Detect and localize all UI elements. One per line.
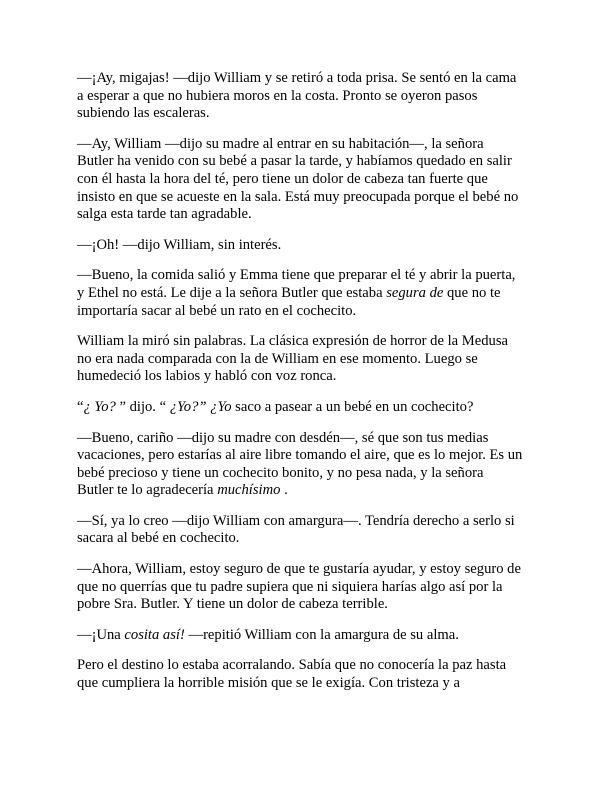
text-line: [77, 333, 537, 351]
text-line: [77, 561, 537, 579]
text-segment: —Sí, ya lo creo —dijo William con amargura—. Tendría derecho a serlo si: [77, 512, 515, 529]
text-segment: salga esta tarde tan agradable.: [77, 206, 252, 223]
text-segment: y Ethel no está. Le dije a la señora Butler que estaba: [77, 284, 387, 301]
text-line: [77, 237, 537, 255]
text-segment: saco a pasear a un bebé en un cochecito?: [231, 398, 474, 415]
text-line: [77, 430, 537, 448]
text-line: [77, 447, 537, 465]
paragraph: [77, 237, 537, 255]
italic-text: cosita así!: [124, 626, 185, 643]
text-segment: que cumpliera la horrible misión que se le exigía. Con tristeza y a: [77, 675, 460, 692]
text-line: [77, 482, 537, 500]
text-line: [77, 399, 537, 417]
text-segment: a esperar a que no hubiera moros en la costa. Pronto se oyeron pasos: [77, 87, 478, 104]
text-segment: Pero el destino lo estaba acorralando. Sabía que no conocería la paz hasta: [77, 657, 507, 674]
document-page: [77, 70, 537, 706]
text-line: [77, 530, 537, 548]
paragraph: [77, 561, 537, 614]
text-line: [77, 627, 537, 645]
text-line: [77, 657, 537, 675]
text-line: [77, 368, 537, 386]
text-segment: —Bueno, cariño —dijo su madre con desdén—, sé que son tus medias: [77, 429, 489, 446]
text-segment: humedeció los labios y habló con voz ronca.: [77, 368, 337, 385]
text-line: [77, 675, 537, 693]
text-line: [77, 189, 537, 207]
text-segment: importaría sacar al bebé un rato en el cochecito.: [77, 302, 357, 319]
text-line: [77, 267, 537, 285]
text-segment: Butler te lo agradecería: [77, 482, 218, 499]
text-segment: sacara al bebé en cochecito.: [77, 530, 240, 547]
italic-text: muchísimo: [217, 482, 281, 499]
text-segment: pobre Sra. Butler. Y tiene un dolor de cabeza terrible.: [77, 596, 388, 613]
text-segment: subiendo las escaleras.: [77, 105, 210, 122]
text-segment: Butler ha venido con su bebé a pasar la tarde, y habíamos quedado en salir: [77, 153, 512, 170]
text-segment: William la miró sin palabras. La clásica expresión de horror de la Medusa: [77, 333, 508, 350]
text-segment: bebé precioso y tiene un cochecito bonito, y no pesa nada, y la señora: [77, 464, 484, 481]
text-line: [77, 171, 537, 189]
text-line: [77, 136, 537, 154]
text-segment: —Ay, William —dijo su madre al entrar en su habitación—, la señora: [77, 135, 484, 152]
paragraph: [77, 513, 537, 548]
text-line: [77, 285, 537, 303]
paragraph: [77, 136, 537, 224]
text-segment: —¡Oh! —dijo William, sin interés.: [77, 236, 282, 253]
text-segment: que no querrías que tu padre supiera que ni siquiera harías algo así por la: [77, 578, 503, 595]
text-line: [77, 206, 537, 224]
text-segment: —Ahora, William, estoy seguro de que te gustaría ayudar, y estoy seguro de: [77, 561, 521, 578]
paragraph: [77, 430, 537, 500]
text-segment: —repitió William con la amargura de su alma.: [184, 626, 459, 643]
text-line: [77, 465, 537, 483]
paragraph: [77, 267, 537, 320]
text-line: [77, 153, 537, 171]
italic-text: segura de: [386, 284, 444, 301]
text-line: [77, 596, 537, 614]
text-line: [77, 513, 537, 531]
text-line: [77, 70, 537, 88]
paragraph: [77, 399, 537, 417]
text-line: [77, 351, 537, 369]
text-segment: insisto en que se acueste en la sala. Está muy preocupada porque el bebé no: [77, 188, 519, 205]
text-segment: no era nada comparada con la de William en ese momento. Luego se: [77, 350, 478, 367]
italic-text: ¿ Yo?: [83, 398, 116, 415]
text-segment: —¡Ay, migajas! —dijo William y se retiró a toda prisa. Se sentó en la cama: [77, 70, 517, 86]
paragraph: [77, 70, 537, 123]
text-line: [77, 579, 537, 597]
text-segment: con él hasta la hora del té, pero tiene un dolor de cabeza tan fuerte que: [77, 170, 488, 187]
paragraph: [77, 657, 537, 692]
paragraph: [77, 333, 537, 386]
text-segment: .: [280, 482, 288, 499]
text-line: [77, 88, 537, 106]
text-line: [77, 303, 537, 321]
italic-text: ¿Yo?” ¿Yo: [169, 398, 232, 415]
text-segment: “: [77, 398, 84, 415]
text-segment: —¡Una: [77, 626, 125, 643]
text-segment: ” dijo. “: [115, 398, 170, 415]
paragraph: [77, 627, 537, 645]
text-segment: vacaciones, pero estarías al aire libre tomando el aire, que es lo mejor. Es un: [77, 447, 523, 464]
text-segment: que no te: [443, 284, 501, 301]
text-line: [77, 105, 537, 123]
text-segment: —Bueno, la comida salió y Emma tiene que preparar el té y abrir la puerta,: [77, 267, 516, 284]
